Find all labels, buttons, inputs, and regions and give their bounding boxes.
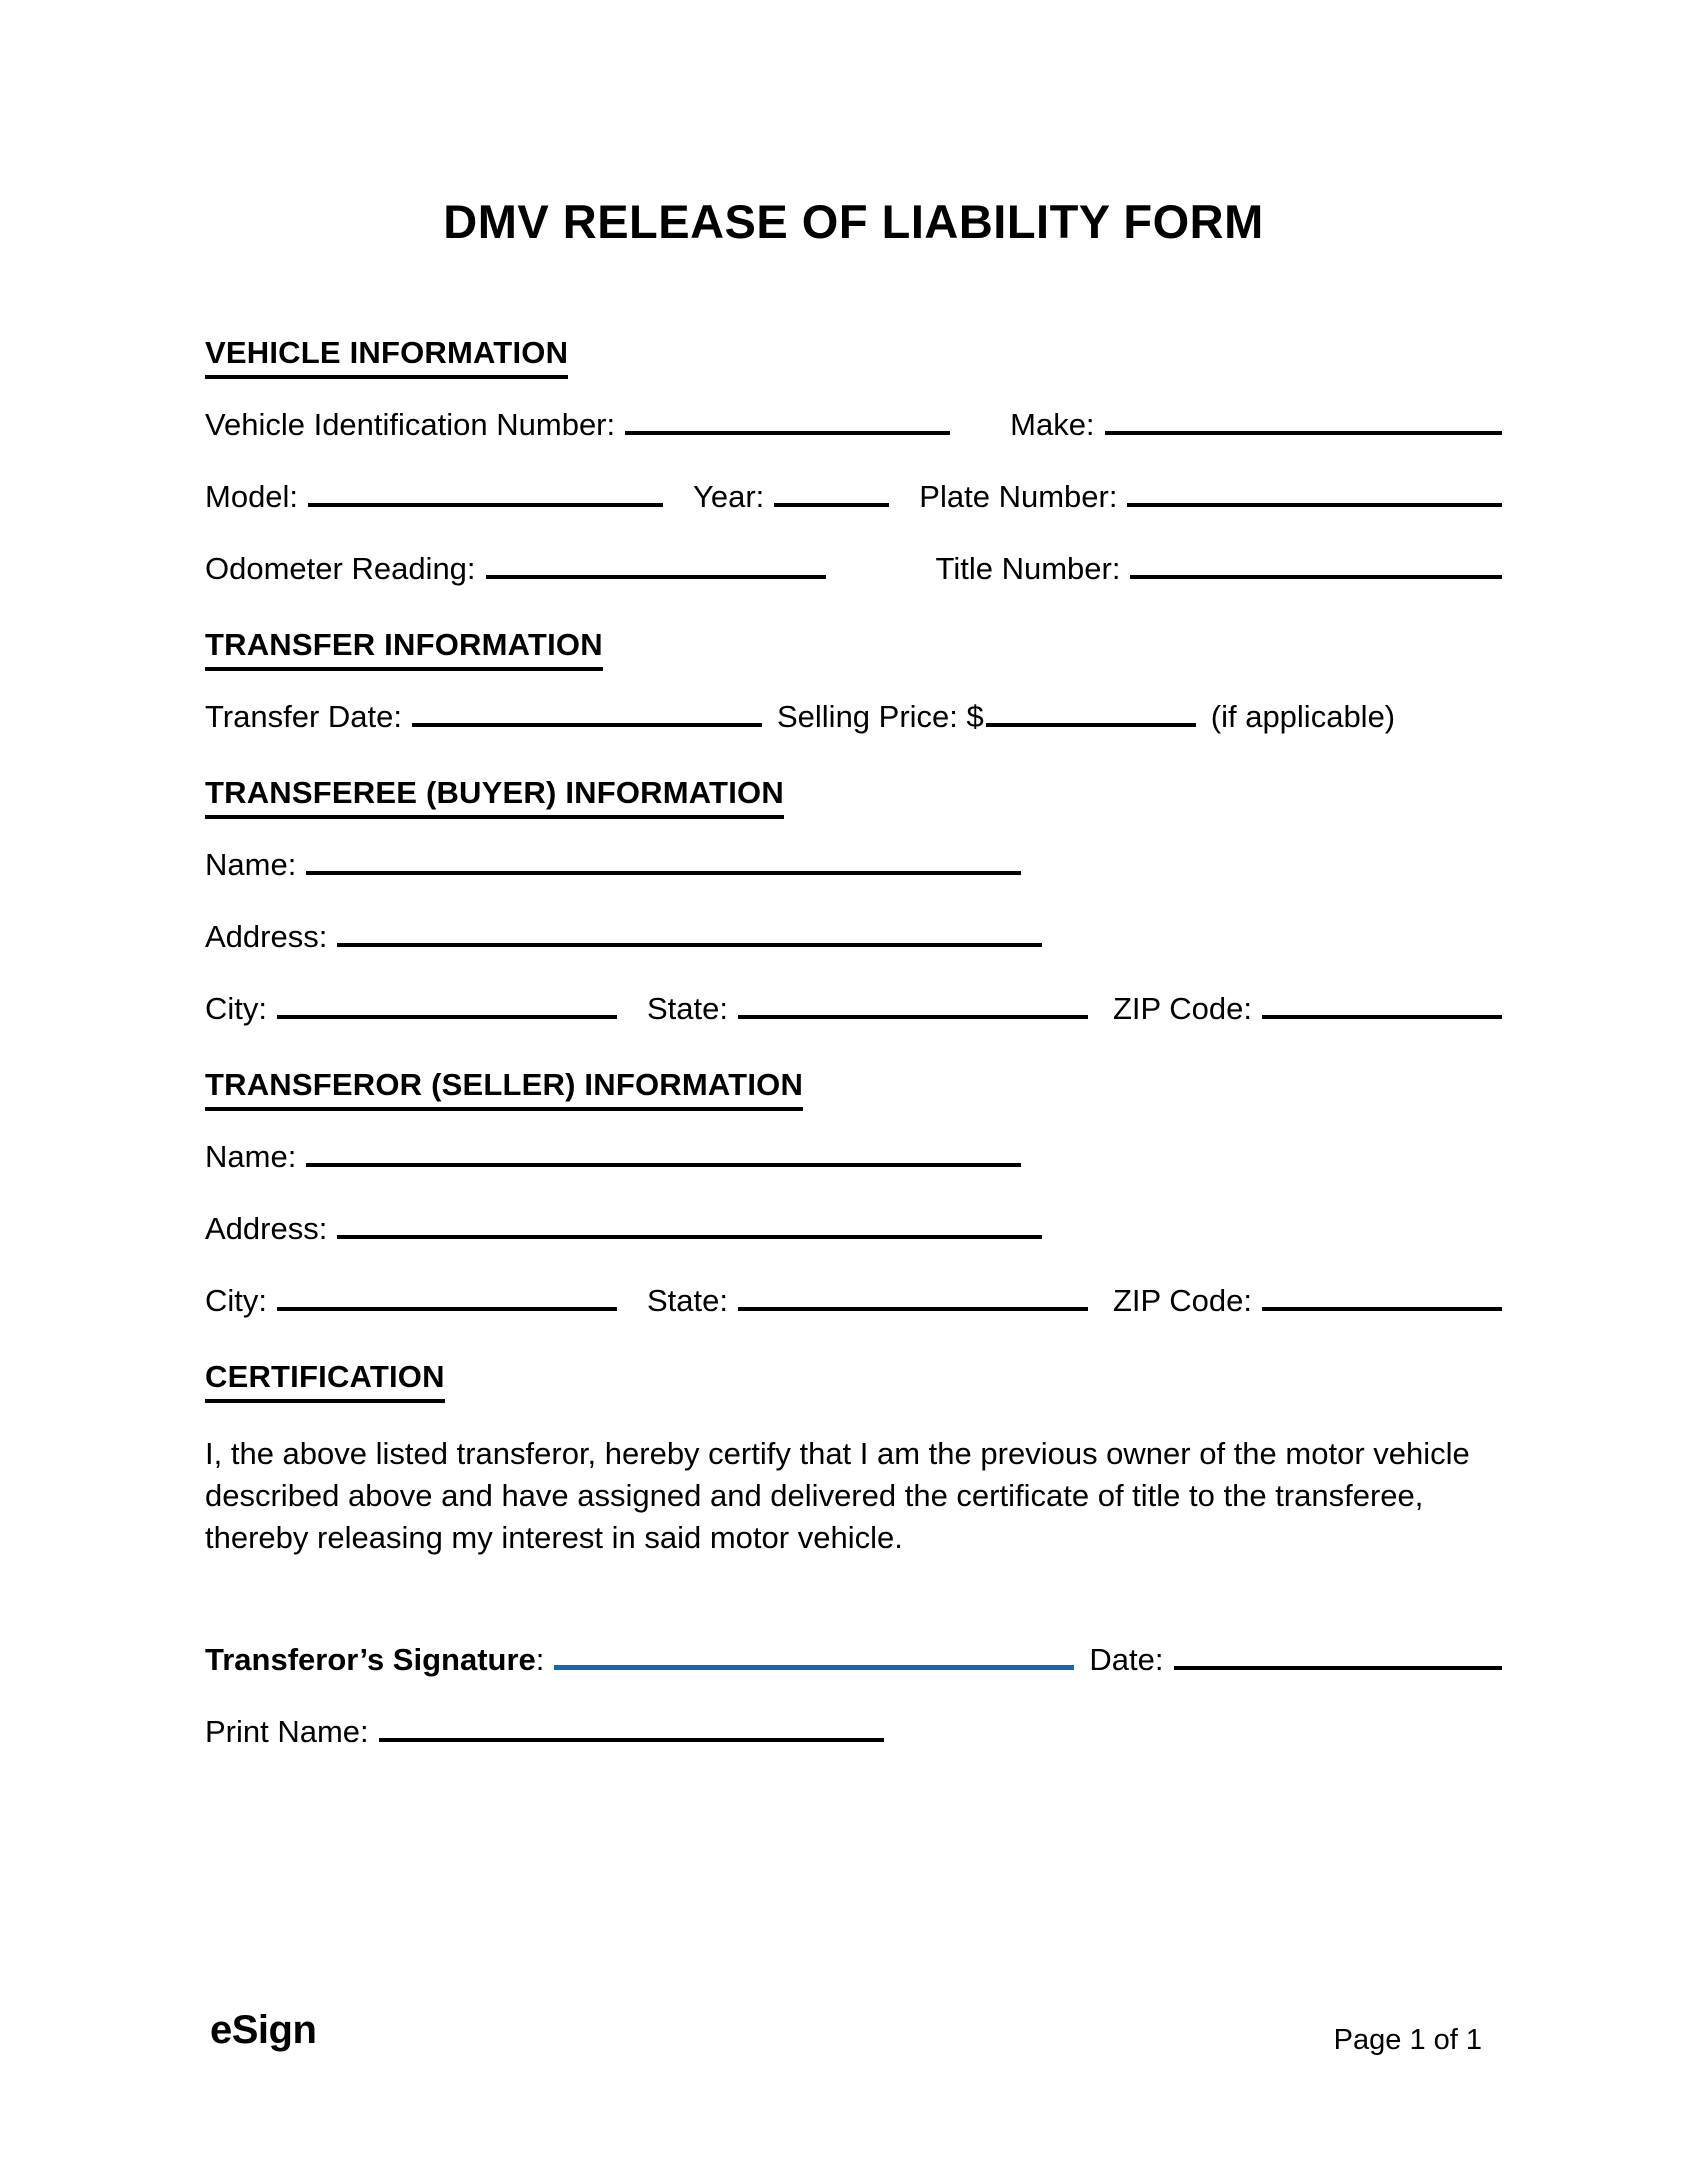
seller-name-label: Name: [205,1139,297,1174]
certification-heading-text: CERTIFICATION [205,1359,445,1403]
buyer-address-input-line[interactable] [337,909,1042,947]
odometer-label: Odometer Reading: [205,551,476,586]
selling-price-label: Selling Price: $ [776,699,984,734]
buyer-city-input-line[interactable] [277,981,617,1019]
model-label: Model: [205,479,299,514]
buyer-name-row [205,837,1502,883]
model-year-plate-row [205,469,1502,515]
page-title: DMV RELEASE OF LIABILITY FORM [443,195,1264,248]
page-footer [210,2008,1482,2057]
seller-name-row [205,1129,1502,1175]
vehicle-info-heading [205,335,1502,379]
plate-number-input-line[interactable] [1127,469,1502,507]
transfer-date-label: Transfer Date: [205,699,402,734]
vin-make-row [205,397,1502,443]
transfer-date-price-row [205,689,1502,735]
transferor-signature-label: Transferor’s Signature [205,1642,536,1677]
transferor-signature-colon: : [535,1642,545,1677]
seller-city-state-zip-row [205,1273,1502,1319]
odometer-title-row [205,541,1502,587]
buyer-name-label: Name: [205,847,297,882]
date-label: Date: [1089,1642,1164,1677]
print-name-input-line[interactable] [379,1704,884,1742]
title-number-input-line[interactable] [1130,541,1502,579]
transferor-info-heading [205,1067,1502,1111]
buyer-address-row [205,909,1502,955]
signature-input-line[interactable] [554,1631,1074,1670]
page-number: Page 1 of 1 [1333,2024,1482,2056]
transferor-info-heading-text: TRANSFEROR (SELLER) INFORMATION [205,1067,803,1111]
buyer-zip-input-line[interactable] [1262,981,1502,1019]
print-name-row [205,1704,1502,1750]
selling-price-input-line[interactable] [986,689,1196,727]
vin-input-line[interactable] [625,397,950,435]
transfer-info-heading-text: TRANSFER INFORMATION [205,627,603,671]
buyer-address-label: Address: [205,919,328,954]
document-page [205,0,1502,1750]
title-number-label: Title Number: [935,551,1121,586]
certification-statement: I, the above listed transferor, hereby certify that I am the previous owner of the motor vehicle described above and have assigned and delivered the certificate of title to the transferee, thereby releasing my interest in said motor vehicle. [205,1436,1470,1555]
odometer-input-line[interactable] [486,541,826,579]
vin-label: Vehicle Identification Number: [205,407,616,442]
seller-address-label: Address: [205,1211,328,1246]
seller-name-input-line[interactable] [306,1129,1021,1167]
seller-state-input-line[interactable] [738,1273,1088,1311]
transferee-info-heading-text: TRANSFEREE (BUYER) INFORMATION [205,775,784,819]
seller-address-input-line[interactable] [337,1201,1042,1239]
make-input-line[interactable] [1105,397,1502,435]
print-name-label: Print Name: [205,1714,369,1749]
vehicle-info-heading-text: VEHICLE INFORMATION [205,335,568,379]
model-input-line[interactable] [308,469,663,507]
buyer-name-input-line[interactable] [306,837,1021,875]
signature-date-row [205,1631,1502,1678]
buyer-state-label: State: [647,991,728,1026]
plate-number-label: Plate Number: [919,479,1118,514]
buyer-city-state-zip-row [205,981,1502,1027]
buyer-zip-label: ZIP Code: [1113,991,1253,1026]
if-applicable-label: (if applicable) [1210,699,1396,734]
certification-heading [205,1359,1502,1403]
seller-zip-label: ZIP Code: [1113,1283,1253,1318]
year-label: Year: [693,479,765,514]
buyer-state-input-line[interactable] [738,981,1088,1019]
transfer-date-input-line[interactable] [412,689,762,727]
transfer-info-heading [205,627,1502,671]
seller-city-label: City: [205,1283,267,1318]
make-label: Make: [1010,407,1095,442]
date-input-line[interactable] [1174,1632,1502,1670]
year-input-line[interactable] [774,469,889,507]
seller-zip-input-line[interactable] [1262,1273,1502,1311]
esign-logo: eSign [210,2008,317,2052]
seller-address-row [205,1201,1502,1247]
transferee-info-heading [205,775,1502,819]
seller-state-label: State: [647,1283,728,1318]
seller-city-input-line[interactable] [277,1273,617,1311]
buyer-city-label: City: [205,991,267,1026]
